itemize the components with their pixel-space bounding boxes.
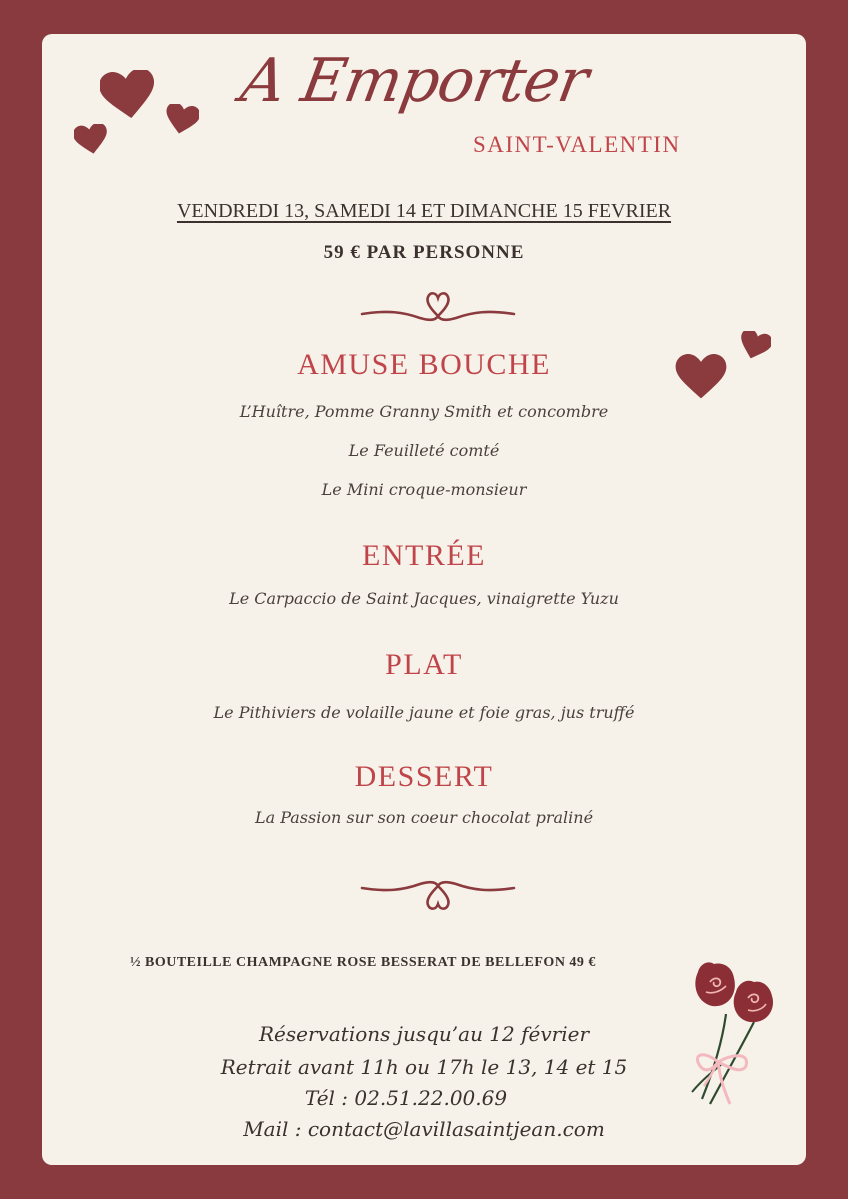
heart-icon [165,104,199,135]
section-title-dessert: DESSERT [354,760,494,793]
menu-item: Le Carpaccio de Saint Jacques, vinaigrette Yuzu [229,589,619,608]
champagne-offer: ½ BOUTEILLE CHAMPAGNE ROSE BESSERAT DE BELLEFON 49 € [130,955,596,970]
menu-card [42,34,806,1165]
heart-icon [100,70,156,120]
menu-item: Le Pithiviers de volaille jaune et foie gras, jus truffé [213,703,635,722]
phone-line: Tél : 02.51.22.00.69 [304,1086,508,1110]
pickup-line: Retrait avant 11h ou 17h le 13, 14 et 15 [220,1055,628,1079]
heart-divider-icon [358,288,518,328]
section-title-entree: ENTRÉE [362,539,486,572]
menu-item: L’Huître, Pomme Granny Smith et concombre [239,402,609,421]
dates-text: VENDREDI 13, SAMEDI 14 ET DIMANCHE 15 FEVRIER [176,200,672,222]
menu-item: Le Mini croque-monsieur [321,480,527,499]
heart-icon [74,124,108,155]
menu-item: Le Feuilleté comté [348,441,500,460]
menu-item: La Passion sur son coeur chocolat praliné [254,808,594,827]
reservations-line: Réservations jusqu’au 12 février [259,1022,589,1046]
subtitle: SAINT-VALENTIN [473,132,681,157]
heart-divider-icon [358,874,518,914]
dates-line [42,200,806,223]
section-title-amuse-bouche: AMUSE BOUCHE [297,348,551,381]
script-title: A Emporter [235,46,593,116]
section-title-plat: PLAT [385,648,463,681]
mail-line: Mail : contact@lavillasaintjean.com [243,1117,605,1141]
price-line: 59 € PAR PERSONNE [323,242,525,263]
